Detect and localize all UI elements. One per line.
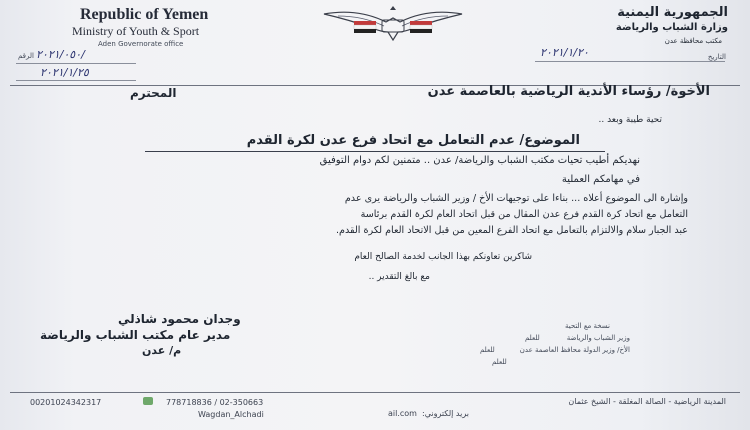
date-value: ٢٠٢١/١/٢٠ bbox=[540, 46, 589, 59]
ref-underline bbox=[16, 63, 136, 64]
copies-item-2: الأخ/ وزير الدولة محافظ العاصمة عدن bbox=[519, 346, 630, 354]
copies-item-1: وزير الشباب والرياضة bbox=[566, 334, 630, 342]
signatory-city: م/ عدن bbox=[142, 344, 182, 357]
header-en-office: Aden Governorate office bbox=[98, 40, 184, 48]
greeting: تحية طيبة وبعد .. bbox=[598, 115, 662, 125]
footer-email-label: بريد إلكتروني: bbox=[422, 409, 469, 418]
courtesy-line: نهديكم أطيب تحيات مكتب الشباب والرياضة/ عدن .. متمنين لكم دوام التوفيق bbox=[319, 155, 640, 166]
left-date-value: ٢٠٢١/١/٢٥ bbox=[40, 66, 89, 79]
header-ar-office: مكتب محافظة عدن bbox=[664, 37, 722, 45]
header-ar-ministry: وزارة الشباب والرياضة bbox=[615, 22, 728, 33]
courtesy-line-2: في مهامكم العملية bbox=[561, 174, 640, 185]
signatory-title: مدير عام مكتب الشباب والرياضة bbox=[40, 328, 231, 342]
copies-heading: نسخة مع التحية bbox=[565, 322, 610, 330]
footer-handle: Wagdan_Alchadi bbox=[198, 410, 264, 419]
body-line-1: وإشارة الى الموضوع أعلاه ... بناءا على توجيهات الأخ / وزير الشباب والرياضة يرى عدم bbox=[344, 193, 688, 204]
left-date-underline bbox=[16, 80, 136, 81]
copies-item-2-note: للعلم bbox=[480, 346, 495, 354]
copies-item-3-note: للعلم bbox=[492, 358, 507, 366]
subject-line: الموضوع/ عدم التعامل مع اتحاد فرع عدن لكرة القدم bbox=[246, 133, 580, 148]
whatsapp-icon bbox=[143, 397, 153, 405]
date-label: التاريخ bbox=[707, 53, 726, 61]
footer-email-suffix: ail.com bbox=[388, 409, 417, 418]
recipient-line: الأخوة/ رؤساء الأندية الرياضية بالعاصمة عدن bbox=[427, 84, 710, 99]
yemen-emblem-icon bbox=[318, 6, 468, 42]
header-en-ministry: Ministry of Youth & Sport bbox=[72, 24, 200, 38]
thanks-line: شاكرين تعاونكم بهذا الجانب لخدمة الصالح العام bbox=[354, 252, 532, 262]
ref-label: الرقم bbox=[18, 52, 34, 60]
ref-value: ٢٠٢١/٠٥٠/ bbox=[36, 48, 85, 61]
footer-divider bbox=[10, 392, 740, 393]
header-en-republic: Republic of Yemen bbox=[80, 6, 209, 23]
signatory-name: وجدان محمود شاذلي bbox=[118, 312, 241, 326]
footer-address: المدينة الرياضية - الصالة المغلقة - الشيخ عثمان bbox=[568, 397, 726, 406]
subject-underline bbox=[145, 151, 605, 152]
copies-item-1-note: للعلم bbox=[525, 334, 540, 342]
body-line-3: عبد الجبار سلام والالتزام بالتعامل مع اتحاد الفرع المعين من قبل الاتحاد العام لكرة القدم. bbox=[336, 225, 688, 236]
date-underline bbox=[535, 61, 725, 62]
header-ar-republic: الجمهورية اليمنية bbox=[617, 5, 728, 20]
footer-phone-1: 00201024342317 bbox=[30, 398, 102, 407]
footer-phones: 778718836 / 02-350663 bbox=[166, 398, 264, 407]
honorific: المحترم bbox=[130, 86, 177, 100]
body-line-2: التعامل مع اتحاد كرة القدم فرع عدن المقال من قبل اتحاد العام لكرة القدم برئاسة bbox=[360, 209, 688, 220]
regards-line: مع بالغ التقدير .. bbox=[368, 272, 430, 282]
